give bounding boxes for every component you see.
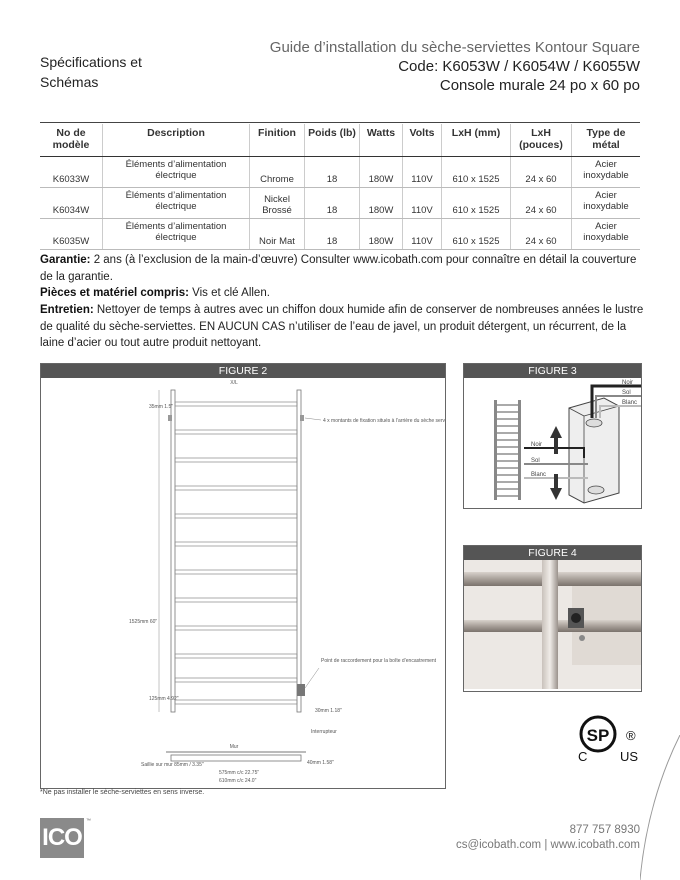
rack-rail — [518, 400, 521, 500]
fig3-label-blanc-top: Blanc — [622, 400, 638, 406]
email-website: cs@icobath.com | www.icobath.com — [455, 839, 640, 851]
cell-metal: Acier inoxydable — [572, 219, 641, 250]
junction-icon — [297, 684, 305, 696]
rack-bars — [497, 404, 518, 497]
cell-model: K6035W — [40, 219, 103, 250]
maintenance-label: Entretien: — [40, 304, 94, 316]
towel-bar — [175, 486, 297, 490]
csa-us: US — [620, 749, 639, 764]
parts-text: Vis et clé Allen. — [188, 287, 270, 299]
cell-finish: Noir Mat — [250, 219, 305, 250]
rack-bar — [497, 425, 518, 427]
col-watts: Watts — [360, 124, 403, 157]
towel-bar — [175, 514, 297, 518]
cell-dims-in: 24 x 60 — [511, 157, 572, 188]
towel-bar — [175, 402, 297, 406]
rack-bar — [497, 432, 518, 434]
cell-metal: Acier inoxydable — [572, 188, 641, 219]
cell-weight: 18 — [305, 219, 360, 250]
table-header-row — [40, 124, 640, 157]
towel-bar — [175, 626, 297, 630]
figure-2-drawing — [41, 378, 445, 786]
warranty-paragraph — [40, 252, 650, 285]
rack-bar — [497, 439, 518, 441]
figure-4-photo — [464, 560, 641, 689]
towel-bar — [175, 654, 297, 658]
spec-table — [40, 124, 640, 250]
bracket-icon — [300, 415, 304, 421]
cell-description: Éléments d’alimentation électrique — [103, 157, 250, 188]
towel-bar — [175, 598, 297, 602]
fig2-note-connection: Point de raccordement pour la boîte d’encastrement — [321, 658, 437, 664]
cell-volts: 110V — [403, 188, 442, 219]
install-footnote: *Ne pas installer le sèche-serviettes en sens inverse. — [40, 789, 205, 796]
fig2-note-brackets: 4 x montants de fixation situés à l’arrière du sèche serviettes — [323, 418, 445, 424]
towel-bars — [175, 402, 297, 704]
figure-4 — [463, 545, 642, 692]
warranty-text: 2 ans (à l’exclusion de la main-d’œuvre) Consulter www.icobath.com pour connaître en détail la couverture de la garantie. — [40, 254, 637, 283]
warranty-label: Garantie: — [40, 254, 91, 266]
logo-tm: ™ — [86, 818, 91, 824]
cell-weight: 18 — [305, 188, 360, 219]
fig2-mur-label: Mur — [229, 744, 239, 750]
cell-weight: 18 — [305, 157, 360, 188]
table-row — [40, 219, 640, 250]
figure-3-title: FIGURE 3 — [464, 364, 641, 378]
cell-description: Éléments d’alimentation électrique — [103, 219, 250, 250]
rack-bar — [497, 411, 518, 413]
guide-title: Guide d’installation du sèche-serviettes Kontour Square — [269, 39, 640, 56]
left-rail — [171, 390, 175, 712]
csa-letters: SP — [586, 726, 610, 745]
section-title-line2: Schémas — [40, 74, 99, 90]
col-dims-mm: LxH (mm) — [442, 124, 511, 157]
cell-description: Éléments d’alimentation électrique — [103, 188, 250, 219]
towel-bar — [175, 700, 297, 704]
phone-number: 877 757 8930 — [569, 824, 640, 836]
rack-bar — [497, 481, 518, 483]
section-title — [40, 52, 190, 92]
rack-bar — [497, 495, 518, 497]
rack-bar — [497, 460, 518, 462]
cell-watts: 180W — [360, 188, 403, 219]
parts-label: Pièces et matériel compris: — [40, 287, 189, 299]
table-row — [40, 188, 640, 219]
col-volts: Volts — [403, 124, 442, 157]
towel-bar — [175, 458, 297, 462]
csa-reg: ® — [626, 728, 636, 743]
fig2-dim-wall-left: Saillie sur mur 85mm / 3.35" — [141, 762, 204, 768]
towel-bar — [175, 570, 297, 574]
bracket-icon — [168, 415, 172, 421]
logo-text: ICO — [42, 824, 82, 851]
cell-model: K6034W — [40, 188, 103, 219]
col-description: Description — [103, 124, 250, 157]
figure-4-title: FIGURE 4 — [464, 546, 641, 560]
cell-dims-in: 24 x 60 — [511, 219, 572, 250]
col-model: No de modèle — [40, 124, 103, 157]
footer-contact — [456, 823, 640, 853]
page-corner-curve — [640, 735, 680, 880]
fig2-dim-height: 1525mm 60" — [129, 619, 158, 625]
maintenance-text: Nettoyer de temps à autres avec un chiffon doux humide afin de conserver de nombreuses années le lustre de qualité du sèche-serviettes. EN AUCUN CAS n’utiliser de l’eau de javel, un produit détergent, un récurrent, de la laine d’acier ou tout autre produit nettoyant. — [40, 304, 644, 349]
fig2-top-label: X/L — [230, 380, 238, 386]
section-title-line1: Spécifications et — [40, 54, 142, 70]
col-metal: Type de métal — [572, 124, 641, 157]
right-rail — [297, 390, 301, 712]
arrow-up-icon — [550, 426, 562, 454]
fig3-label-noir: Noir — [531, 442, 543, 448]
guide-header — [270, 38, 640, 95]
csa-c: C — [578, 749, 588, 764]
cell-model: K6033W — [40, 157, 103, 188]
cell-finish: Nickel Brossé — [250, 188, 305, 219]
maintenance-paragraph — [40, 302, 650, 352]
cell-watts: 180W — [360, 157, 403, 188]
fig2-note-switch: Interrupteur — [311, 729, 337, 735]
cell-dims-mm: 610 x 1525 — [442, 157, 511, 188]
rack-bar — [497, 404, 518, 406]
fig2-dim-top: 35mm 1.5" — [149, 404, 174, 410]
figure-2-title: FIGURE 2 — [41, 364, 445, 378]
fig3-label-sol-top: Sol — [622, 390, 631, 396]
rack-rail — [494, 400, 497, 500]
figure-3-drawing — [464, 378, 641, 506]
towel-bar — [175, 430, 297, 434]
ico-logo — [40, 818, 92, 858]
console-size: Console murale 24 po x 60 po — [439, 77, 640, 94]
towel-bar — [175, 678, 297, 682]
fig2-dim-width2: 610mm c/c 24.0" — [219, 778, 257, 784]
cell-dims-mm: 610 x 1525 — [442, 219, 511, 250]
csa-cert-icon — [570, 712, 640, 764]
col-finish: Finition — [250, 124, 305, 157]
cell-metal: Acier inoxydable — [572, 157, 641, 188]
cell-finish: Chrome — [250, 157, 305, 188]
vertical-rail — [542, 560, 558, 689]
divider — [40, 122, 640, 123]
fig2-dim-wall-right: 40mm 1.58" — [307, 760, 334, 766]
figure-2 — [40, 363, 446, 789]
col-weight: Poids (lb) — [305, 124, 360, 157]
cell-volts: 110V — [403, 219, 442, 250]
rack-bar — [497, 488, 518, 490]
fig3-label-noir-top: Noir — [622, 380, 634, 386]
cell-volts: 110V — [403, 157, 442, 188]
rack-bar — [497, 446, 518, 448]
towel-bar — [175, 542, 297, 546]
figure-3 — [463, 363, 642, 509]
col-dims-in: LxH (pouces) — [511, 124, 572, 157]
fig2-dim-right: 30mm 1.18" — [315, 708, 342, 714]
product-code: Code: K6053W / K6054W / K6055W — [398, 58, 640, 75]
screw-icon — [579, 635, 585, 641]
cell-dims-in: 24 x 60 — [511, 188, 572, 219]
rack-bar — [497, 467, 518, 469]
fig3-label-blanc: Blanc — [531, 472, 547, 478]
parts-paragraph — [40, 285, 650, 302]
cell-watts: 180W — [360, 219, 403, 250]
rack-bar — [497, 418, 518, 420]
fig2-dim-bottom: 125mm 4.92" — [149, 696, 179, 702]
top-view-rail — [171, 755, 301, 761]
rack-bar — [497, 474, 518, 476]
cell-dims-mm: 610 x 1525 — [442, 188, 511, 219]
fig2-dim-width1: 575mm c/c 22.75" — [219, 770, 260, 776]
rack-bar — [497, 453, 518, 455]
table-row — [40, 157, 640, 188]
fig3-label-sol: Sol — [531, 458, 540, 464]
